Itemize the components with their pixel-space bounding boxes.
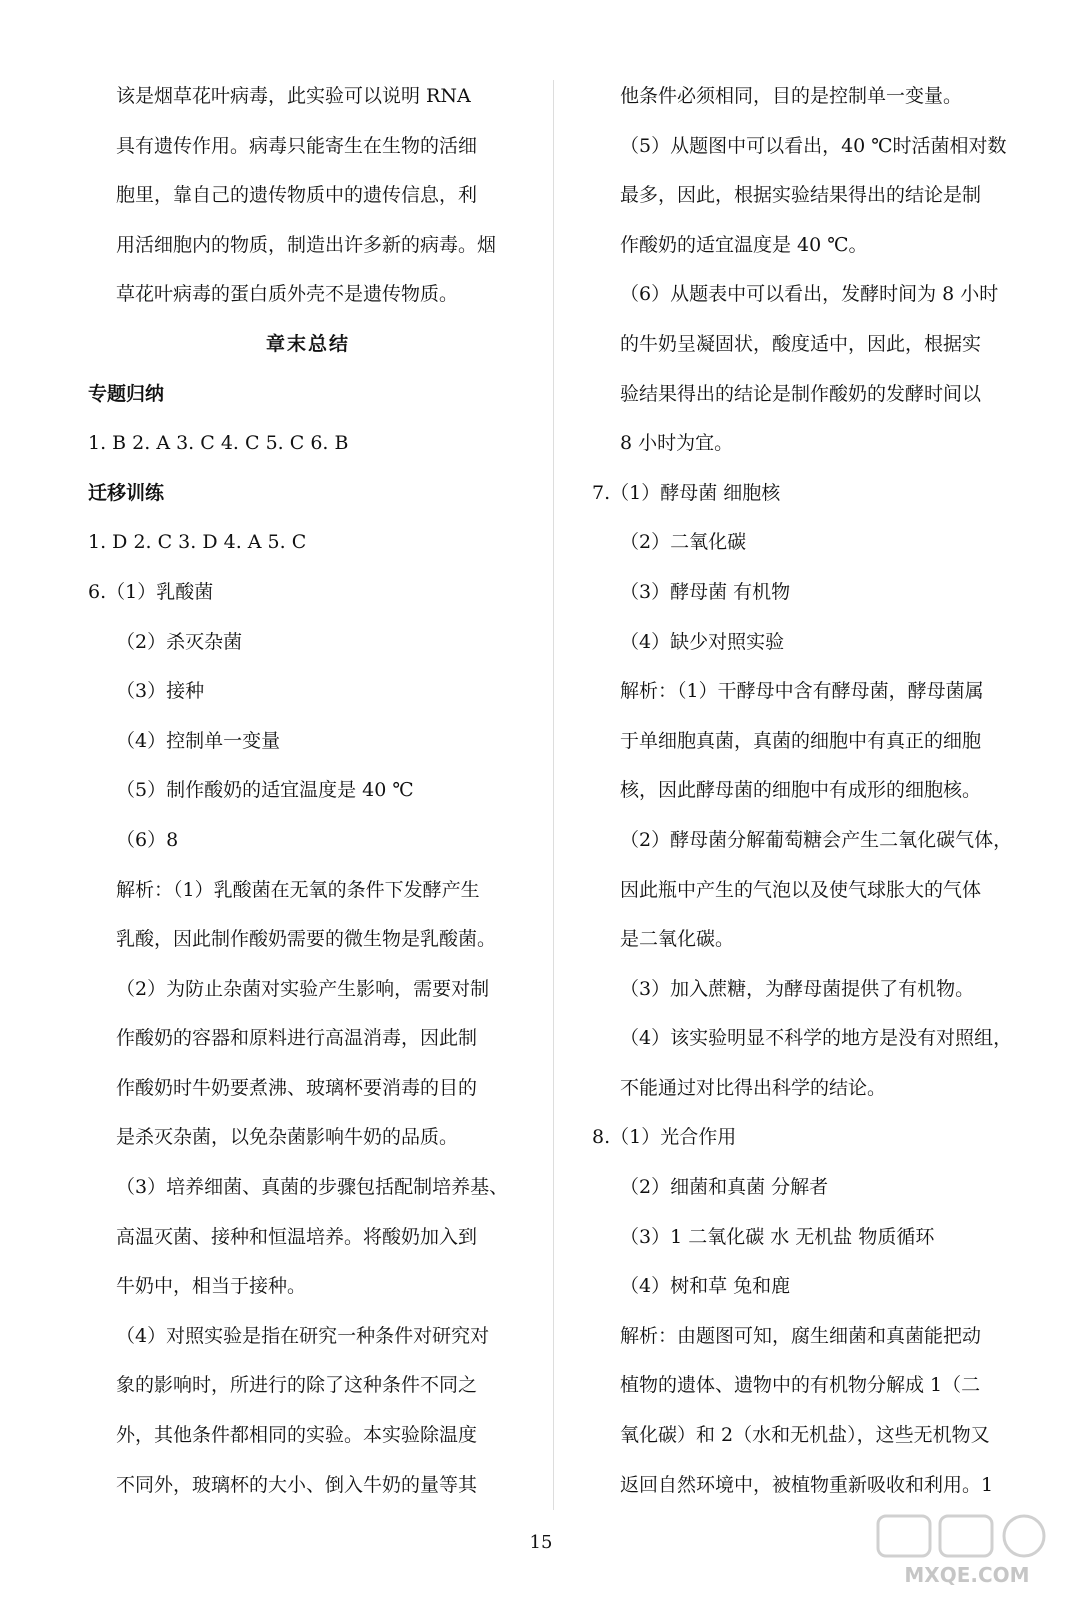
- page-number: 15: [529, 1532, 553, 1553]
- text-line: （4）控制单一变量: [116, 729, 281, 752]
- text-line: 解析：（1）干酵母中含有酵母菌，酵母菌属: [620, 680, 984, 703]
- text-line: 具有遗传作用。病毒只能寄生在生物的活细: [116, 134, 478, 157]
- text-line: 因此瓶中产生的气泡以及使气球胀大的气体: [620, 878, 982, 901]
- text-line: （2）酵母菌分解葡萄糖会产生二氧化碳气体，: [620, 828, 1013, 851]
- text-line: 作酸奶的适宜温度是 40 ℃。: [620, 233, 868, 256]
- text-line: 最多，因此，根据实验结果得出的结论是制: [620, 184, 982, 207]
- text-line: 1. D 2. C 3. D 4. A 5. C: [88, 531, 307, 554]
- text-line: 乳酸，因此制作酸奶需要的微生物是乳酸菌。: [116, 928, 497, 951]
- text-line: 高温灭菌、接种和恒温培养。将酸奶加入到: [116, 1225, 478, 1248]
- text-line: 是杀灭杂菌，以免杂菌影响牛奶的品质。: [116, 1126, 459, 1149]
- text-line: （2）为防止杂菌对实验产生影响，需要对制: [116, 977, 490, 1000]
- watermark-text: MXQE.COM: [904, 1563, 1030, 1587]
- watermark-logo: [872, 1510, 1062, 1590]
- left-column: [88, 72, 528, 1510]
- text-line: 不能通过对比得出科学的结论。: [620, 1076, 887, 1099]
- text-line: 牛奶中，相当于接种。: [116, 1275, 307, 1298]
- text-line: 于单细胞真菌，真菌的细胞中有真正的细胞: [620, 729, 982, 752]
- text-line: 是二氧化碳。: [620, 928, 735, 951]
- text-line: 核，因此酵母菌的细胞中有成形的细胞核。: [620, 779, 982, 802]
- right-column: [592, 72, 1042, 1510]
- text-line: （2）细菌和真菌 分解者: [620, 1176, 829, 1199]
- text-line: 验结果得出的结论是制作酸奶的发酵时间以: [620, 382, 982, 405]
- text-line: （3）酵母菌 有机物: [620, 580, 791, 603]
- text-line: （3）培养细菌、真菌的步骤包括配制培养基、: [116, 1176, 509, 1199]
- text-line: （4）树和草 兔和鹿: [620, 1275, 791, 1298]
- text-line: （3）加入蔗糖，为酵母菌提供了有机物。: [620, 977, 975, 1000]
- text-line: （4）对照实验是指在研究一种条件对研究对: [116, 1324, 490, 1347]
- text-line: 8.（1）光合作用: [592, 1126, 737, 1149]
- text-line: 胞里，靠自己的遗传物质中的遗传信息，利: [116, 184, 478, 207]
- text-line: 解析：由题图可知，腐生细菌和真菌能把动: [620, 1324, 982, 1347]
- text-line: 作酸奶时牛奶要煮沸、玻璃杯要消毒的目的: [116, 1076, 478, 1099]
- text-line: 植物的遗体、遗物中的有机物分解成 1（二: [620, 1374, 981, 1397]
- text-line: 的牛奶呈凝固状，酸度适中，因此，根据实: [620, 332, 982, 355]
- text-line: 用活细胞内的物质，制造出许多新的病毒。烟: [116, 233, 497, 256]
- text-line: （6）从题表中可以看出，发酵时间为 8 小时: [620, 283, 999, 306]
- text-line: 解析：（1）乳酸菌在无氧的条件下发酵产生: [116, 878, 480, 901]
- section-heading: 迁移训练: [88, 481, 165, 504]
- text-line: （2）杀灭杂菌: [116, 630, 243, 653]
- text-line: （6）8: [116, 828, 179, 851]
- text-line: 7.（1）酵母菌 细胞核: [592, 481, 781, 504]
- text-line: （5）从题图中可以看出，40 ℃时活菌相对数: [620, 134, 1007, 157]
- text-line: 1. B 2. A 3. C 4. C 5. C 6. B: [88, 432, 349, 455]
- text-line: （3）1 二氧化碳 水 无机盐 物质循环: [620, 1225, 935, 1248]
- text-line: （3）接种: [116, 680, 205, 703]
- section-heading: 专题归纳: [88, 382, 165, 405]
- text-line: 氧化碳）和 2（水和无机盐），这些无机物又: [620, 1424, 990, 1447]
- text-line: 他条件必须相同，目的是控制单一变量。: [620, 85, 963, 107]
- text-line: 草花叶病毒的蛋白质外壳不是遗传物质。: [116, 283, 459, 306]
- text-line: （4）该实验明显不科学的地方是没有对照组，: [620, 1027, 1013, 1050]
- text-line: （4）缺少对照实验: [620, 630, 785, 653]
- text-line: 6.（1）乳酸菌: [88, 580, 214, 603]
- text-line: 作酸奶的容器和原料进行高温消毒，因此制: [116, 1027, 478, 1050]
- text-line: （5）制作酸奶的适宜温度是 40 ℃: [116, 779, 414, 802]
- text-line: 8 小时为宜。: [620, 432, 734, 455]
- text-line: 不同外，玻璃杯的大小、倒入牛奶的量等其: [116, 1473, 478, 1496]
- text-line: 外，其他条件都相同的实验。本实验除温度: [116, 1424, 478, 1447]
- column-divider: [553, 80, 554, 1510]
- text-line: （2）二氧化碳: [620, 531, 747, 554]
- text-line: 返回自然环境中，被植物重新吸收和利用。1: [620, 1473, 994, 1496]
- section-title: 章末总结: [265, 332, 350, 355]
- text-line: 象的影响时，所进行的除了这种条件不同之: [116, 1374, 478, 1397]
- text-line: 该是烟草花叶病毒，此实验可以说明 RNA: [116, 85, 471, 107]
